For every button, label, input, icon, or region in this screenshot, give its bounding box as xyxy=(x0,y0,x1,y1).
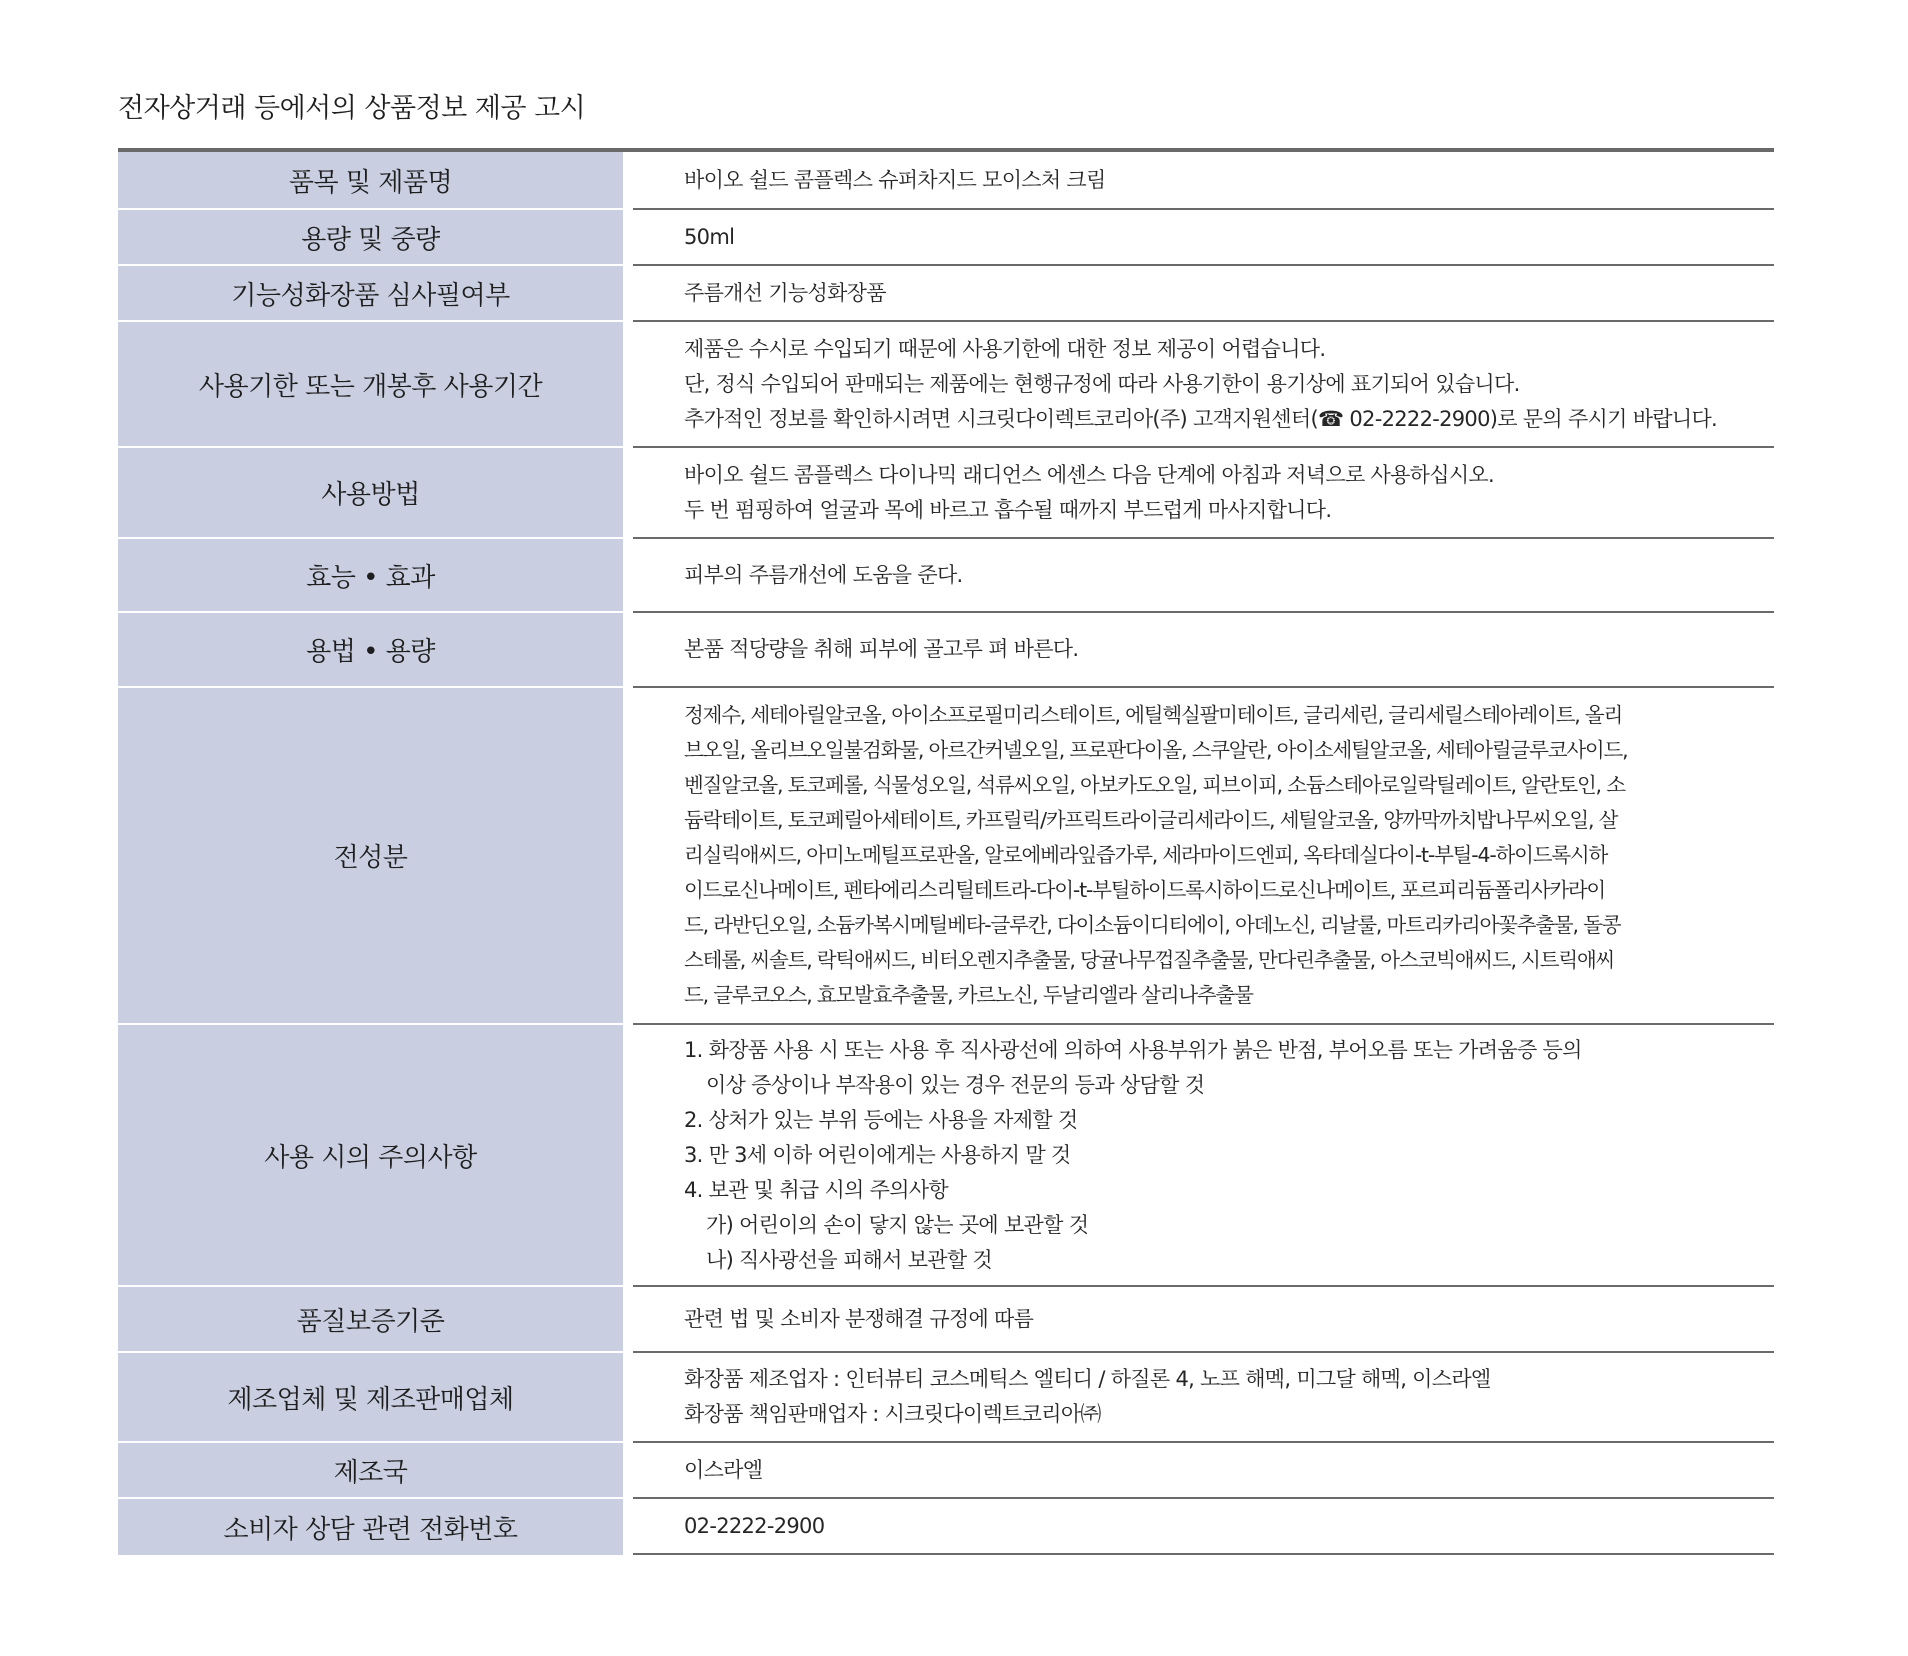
page-title: 전자상거래 등에서의 상품정보 제공 고시 xyxy=(118,93,586,124)
table-row xyxy=(118,1499,1774,1555)
row-value: 50ml xyxy=(633,210,1774,266)
row-value: 바이오 쉴드 콤플렉스 슈퍼차지드 모이스처 크림 xyxy=(633,152,1774,210)
row-value: 02-2222-2900 xyxy=(633,1499,1774,1555)
row-value: 본품 적당량을 취해 피부에 골고루 펴 바른다. xyxy=(633,613,1774,688)
row-label: 품목 및 제품명 xyxy=(118,152,623,210)
row-label: 제조국 xyxy=(118,1443,623,1499)
row-label: 사용방법 xyxy=(118,448,623,539)
row-value: 이스라엘 xyxy=(633,1443,1774,1499)
row-value: 정제수, 세테아릴알코올, 아이소프로필미리스테이트, 에틸헥실팔미테이트, 글리세린, 글리세릴스테아레이트, 올리 브오일, 올리브오일불검화물, 아르간커넬오일, 프로판다이올, 스쿠알란, 아이소세틸알코올, 세테아릴글루코사이드, 벤질알코올, 토코페롤, 식물성오일, 석류씨오일, 아보카도오일, 피브이피, 소듐스테아로일락틸레이트, 알란토인, 소 듐락테이트, 토코페릴아세테이트, 카프릴릭/카프릭트라이글리세라이드, 세틸알코올, 양까막까치밥나무씨오일, 살 리실릭애씨드, 아미노메틸프로판올, 알로에베라잎즙가루, 세라마이드엔피, 옥타데실다이-t-부틸-4-하이드록시하 이드로신나메이트, 펜타에리스리틸테트라-다이-t-부틸하이드록시하이드로신나메이트, 포르피리듐폴리사카라이 드, 라반딘오일, 소듐카복시메틸베타-글루칸, 다이소듐이디티에이, 아데노신, 리날룰, 마트리카리아꽃추출물, 돌콩 스테롤, 씨솔트, 락틱애씨드, 비터오렌지추출물, 당귤나무껍질추출물, 만다린추출물, 아스코빅애씨드, 시트릭애씨 드, 글루코오스, 효모발효추출물, 카르노신, 두날리엘라 살리나추출물 xyxy=(633,688,1774,1025)
row-value: 화장품 제조업자 : 인터뷰티 코스메틱스 엘티디 / 하질론 4, 노프 해멕, 미그달 해멕, 이스라엘 화장품 책임판매업자 : 시크릿다이렉트코리아㈜ xyxy=(633,1353,1774,1443)
table-row xyxy=(118,210,1774,266)
table-row xyxy=(118,1443,1774,1499)
row-value: 제품은 수시로 수입되기 때문에 사용기한에 대한 정보 제공이 어렵습니다. 단, 정식 수입되어 판매되는 제품에는 현행규정에 따라 사용기한이 용기상에 표기되어 있습니다. 추가적인 정보를 확인하시려면 시크릿다이렉트코리아(주) 고객지원센터(☎ 02-2222-2900)로 문의 주시기 바랍니다. xyxy=(633,322,1774,448)
row-value: 관련 법 및 소비자 분쟁해결 규정에 따름 xyxy=(633,1287,1774,1353)
row-label: 사용기한 또는 개봉후 사용기간 xyxy=(118,322,623,448)
row-label: 용량 및 중량 xyxy=(118,210,623,266)
table-row xyxy=(118,688,1774,1025)
row-label: 효능 • 효과 xyxy=(118,539,623,613)
table-row xyxy=(118,448,1774,539)
table-row xyxy=(118,152,1774,210)
row-value: 주름개선 기능성화장품 xyxy=(633,266,1774,322)
row-value: 바이오 쉴드 콤플렉스 다이나믹 래디언스 에센스 다음 단계에 아침과 저녁으로 사용하십시오. 두 번 펌핑하여 얼굴과 목에 바르고 흡수될 때까지 부드럽게 마사지합니다. xyxy=(633,448,1774,539)
table-row xyxy=(118,1287,1774,1353)
row-label: 품질보증기준 xyxy=(118,1287,623,1353)
row-label: 소비자 상담 관련 전화번호 xyxy=(118,1499,623,1555)
table-row xyxy=(118,1025,1774,1287)
row-label: 전성분 xyxy=(118,688,623,1025)
table-row xyxy=(118,1353,1774,1443)
row-label: 사용 시의 주의사항 xyxy=(118,1025,623,1287)
product-info-table xyxy=(118,148,1774,1555)
row-label: 용법 • 용량 xyxy=(118,613,623,688)
table-row xyxy=(118,322,1774,448)
table-row xyxy=(118,266,1774,322)
table-row xyxy=(118,613,1774,688)
table-row xyxy=(118,539,1774,613)
row-label: 제조업체 및 제조판매업체 xyxy=(118,1353,623,1443)
row-label: 기능성화장품 심사필여부 xyxy=(118,266,623,322)
row-value: 피부의 주름개선에 도움을 준다. xyxy=(633,539,1774,613)
row-value: 1. 화장품 사용 시 또는 사용 후 직사광선에 의하여 사용부위가 붉은 반점, 부어오름 또는 가려움증 등의 이상 증상이나 부작용이 있는 경우 전문의 등과 상담할 것 2. 상처가 있는 부위 등에는 사용을 자제할 것 3. 만 3세 이하 어린이에게는 사용하지 말 것 4. 보관 및 취급 시의 주의사항 가) 어린이의 손이 닿지 않는 곳에 보관할 것 나) 직사광선을 피해서 보관할 것 xyxy=(633,1025,1774,1287)
